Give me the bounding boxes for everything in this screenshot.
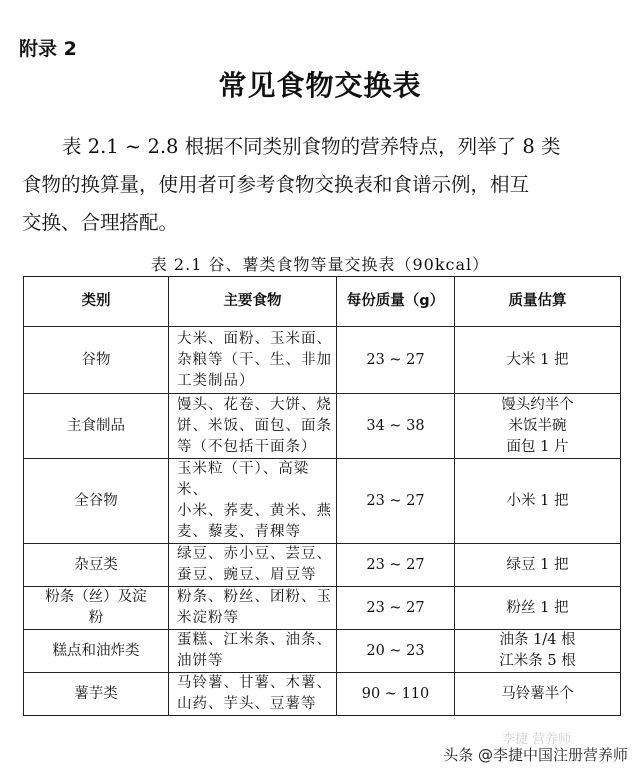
cell-category: [24, 587, 169, 630]
cell-main-foods: [169, 327, 337, 394]
cell-main-foods: [169, 673, 337, 716]
cell-main-foods-line: 粉条、粉丝、团粉、玉: [177, 589, 332, 605]
cell-estimate-line: 粉丝 1 把: [506, 599, 569, 616]
cell-main-foods: [169, 394, 337, 459]
cell-main-foods: [169, 459, 337, 544]
cell-mass: 23 ~ 27: [337, 544, 455, 587]
cell-category-line: 粉条（丝）及淀: [45, 589, 147, 605]
header-main-foods: 主要食物: [169, 277, 337, 327]
cell-estimate: [455, 327, 621, 394]
cell-main-foods-line: 油饼等: [177, 653, 224, 669]
cell-main-foods-line: 小米、荞麦、黄米、燕: [177, 503, 332, 519]
table-row: [24, 394, 621, 459]
cell-main-foods-line: 饼、米饭、面包、面条: [177, 417, 332, 434]
cell-category: [24, 673, 169, 716]
cell-mass: 20 ~ 23: [337, 630, 455, 673]
cell-category: [24, 327, 169, 394]
table-caption: 表 2.1 谷、薯类食物等量交换表（90kcal）: [150, 255, 490, 274]
intro-paragraph: [22, 128, 618, 242]
cell-category: [24, 544, 169, 587]
page-title: 常见食物交换表: [218, 69, 422, 102]
cell-mass: 23 ~ 27: [337, 327, 455, 394]
cell-category: [24, 459, 169, 544]
header-mass-estimate: 质量估算: [455, 277, 621, 327]
cell-category-line: 杂豆类: [74, 556, 118, 573]
table-header-row: [24, 277, 621, 327]
cell-category-line: 谷物: [81, 351, 111, 368]
cell-category-line: 主食制品: [67, 417, 125, 434]
cell-mass: 23 ~ 27: [337, 587, 455, 630]
cell-category-line: 糕点和油炸类: [52, 642, 140, 659]
cell-category: [24, 394, 169, 459]
source-watermark: 头条 @李捷中国注册营养师: [443, 746, 628, 764]
cell-estimate-line: 油条 1/4 根: [499, 632, 576, 648]
intro-line: 交换、合理搭配。: [22, 211, 179, 234]
cell-estimate: [455, 587, 621, 630]
cell-main-foods-line: 大米、面粉、玉米面、: [177, 330, 332, 347]
cell-estimate-line: 小米 1 把: [506, 492, 569, 509]
header-mass-per-serving: 每份质量（g）: [337, 277, 455, 327]
cell-main-foods-line: 杂粮等（干、生、非加: [177, 351, 332, 368]
table-row: [24, 673, 621, 716]
cell-mass: 23 ~ 27: [337, 459, 455, 544]
cell-main-foods-line: 麦、藜麦、青稞等: [177, 524, 301, 540]
cell-mass: 34 ~ 38: [337, 394, 455, 459]
table-row: [24, 459, 621, 544]
cell-estimate: [455, 544, 621, 587]
cell-estimate-line: 马铃薯半个: [501, 685, 574, 702]
cell-estimate-line: 面包 1 片: [506, 438, 569, 455]
cell-estimate: [455, 394, 621, 459]
cell-main-foods-line: 玉米粒（干）、高粱米、: [177, 461, 310, 498]
table-row: [24, 327, 621, 394]
cell-main-foods-line: 蛋糕、江米条、油条、: [177, 632, 332, 648]
cell-mass: 90 ~ 110: [337, 673, 455, 716]
table-row: [24, 630, 621, 673]
cell-category-line: 全谷物: [74, 492, 118, 509]
cell-main-foods: [169, 630, 337, 673]
cell-main-foods-line: 馒头、花卷、大饼、烧: [177, 396, 332, 413]
cell-main-foods: [169, 587, 337, 630]
cell-estimate-line: 馒头约半个: [501, 396, 574, 413]
appendix-label: 附录 2: [19, 38, 77, 60]
header-category: 类别: [24, 277, 169, 327]
cell-category: [24, 630, 169, 673]
cell-category-line: 薯芋类: [74, 685, 118, 702]
cell-estimate: [455, 630, 621, 673]
cell-main-foods-line: 米淀粉等: [177, 610, 239, 626]
cell-estimate: [455, 673, 621, 716]
cell-main-foods-line: 工类制品）: [177, 372, 255, 389]
cell-estimate-line: 米饭半碗: [508, 417, 567, 434]
cell-estimate-line: 江米条 5 根: [499, 653, 576, 669]
intro-line: 表 2.1 ~ 2.8 根据不同类别食物的营养特点，列举了 8 类: [62, 135, 561, 158]
intro-line: 食物的换算量，使用者可参考食物交换表和食谱示例，相互: [22, 173, 530, 196]
faint-watermark: 李捷 营养师: [502, 732, 572, 747]
cell-main-foods: [169, 544, 337, 587]
cell-main-foods-line: 绿豆、赤小豆、芸豆、: [177, 546, 332, 562]
cell-estimate: [455, 459, 621, 544]
cell-main-foods-line: 马铃薯、甘薯、木薯、: [177, 675, 332, 691]
cell-estimate-line: 绿豆 1 把: [506, 556, 569, 573]
cell-main-foods-line: 山药、芋头、豆薯等: [177, 696, 317, 712]
cell-estimate-line: 大米 1 把: [506, 351, 569, 368]
cell-category-line: 粉: [88, 610, 104, 626]
cell-main-foods-line: 蚕豆、豌豆、眉豆等: [177, 567, 317, 583]
table-row: [24, 544, 621, 587]
cell-main-foods-line: 等（不包括干面条）: [177, 438, 317, 455]
table-row: [24, 587, 621, 630]
food-exchange-table: [23, 276, 621, 716]
